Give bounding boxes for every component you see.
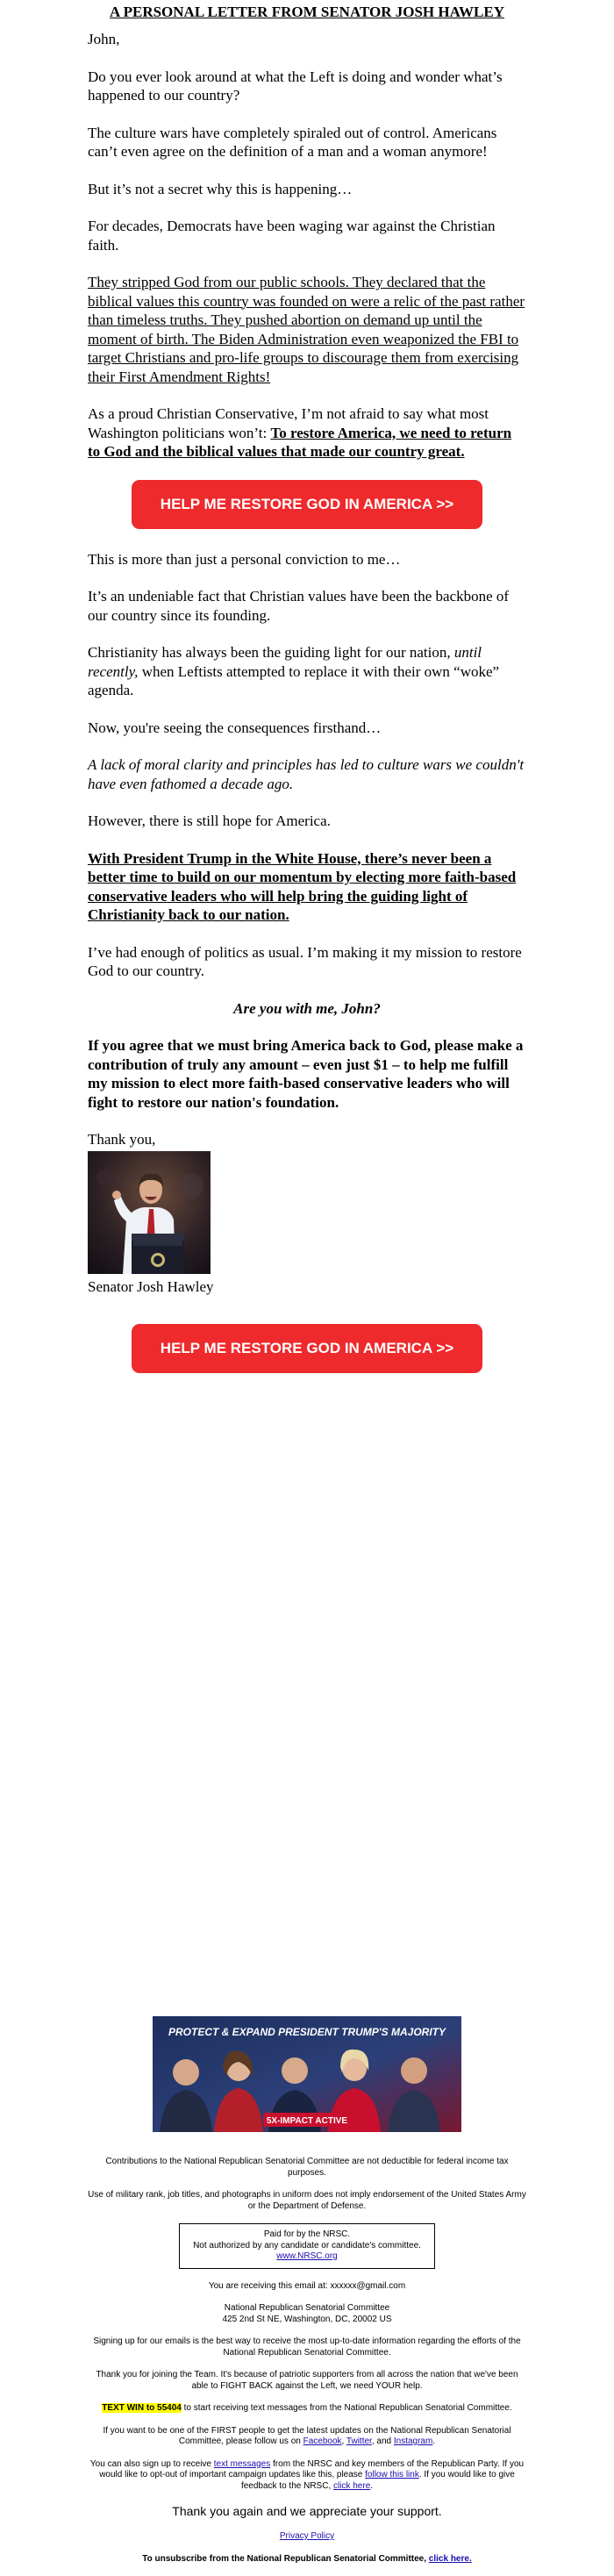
majority-banner[interactable]	[153, 2016, 461, 2132]
paragraph-8: It’s an undeniable fact that Christian values have been the backbone of our country since its founding.	[88, 588, 510, 624]
banner-headline: PROTECT & EXPAND PRESIDENT TRUMP'S MAJORITY	[168, 2026, 446, 2038]
thanks-team: Thank you for joining the Team. It's because of patriotic supporters from all across the nation that we've been able to FIGHT BACK against the Left, we need YOUR help.	[96, 2370, 518, 2391]
paragraph-16-appeal	[88, 1036, 526, 1112]
letter-title: A PERSONAL LETTER FROM SENATOR JOSH HAWLEY	[110, 4, 504, 20]
facebook-link[interactable]: Facebook	[303, 2436, 342, 2446]
follow-this-link[interactable]: follow this link	[365, 2470, 419, 2479]
text-win-line	[88, 2403, 526, 2415]
paid-for-box	[179, 2223, 435, 2269]
paragraph-15-question	[88, 999, 526, 1019]
paragraph-9-em: until recently,	[88, 644, 482, 680]
feedback-click-here-link[interactable]: click here	[333, 2480, 371, 2491]
org-address-block	[88, 2303, 526, 2325]
receiving-email: You are receiving this email at: xxxxxx@gmail.com	[208, 2280, 406, 2291]
paragraph-9	[88, 643, 526, 700]
unsubscribe-line	[88, 2554, 526, 2565]
thanks-again: Thank you again and we appreciate your support.	[172, 2504, 442, 2518]
paragraph-12: However, there is still hope for America.	[88, 812, 331, 829]
greeting: John,	[88, 31, 120, 47]
paragraph-6	[88, 404, 526, 462]
paragraph-1: Do you ever look around at what the Left is doing and wonder what’s happened to our country?	[88, 68, 503, 104]
banner-badge: 5X-IMPACT ACTIVE	[266, 2116, 348, 2126]
text-win-rest: to start receiving text messages from the National Republican Senatorial Committee.	[181, 2403, 512, 2413]
paragraph-14: I’ve had enough of politics as usual. I’m making it my mission to restore God to our country.	[88, 943, 522, 979]
privacy-policy-link[interactable]: Privacy Policy	[279, 2531, 335, 2541]
paragraph-9-b: when Leftists attempted to replace it with their own “woke” agenda.	[88, 662, 500, 698]
unsubscribe-text: To unsubscribe from the National Republican Senatorial Committee,	[142, 2553, 429, 2564]
org-name: National Republican Senatorial Committee	[224, 2303, 390, 2313]
optout-a: You can also sign up to receive	[89, 2458, 214, 2469]
org-address: 425 2nd St NE, Washington, DC, 20002 US	[222, 2314, 392, 2324]
optout-line	[88, 2459, 526, 2493]
paragraph-6-plain: As a proud Christian Conservative, I’m not afraid to say what most Washington politicians won’t:	[88, 405, 489, 441]
signup-info: Signing up for our emails is the best way to receive the most up-to-date information regarding the efforts of the National Republican Senatorial Committee.	[93, 2336, 521, 2358]
unsubscribe-link[interactable]: click here.	[428, 2553, 472, 2564]
paragraph-6-bold: To restore America, we need to return to God and the biblical values that made our country great.	[88, 424, 512, 460]
paid-line-1: Paid for by the NRSC.	[263, 2229, 351, 2239]
social-intro: If you want to be one of the FIRST people to get the latest updates on the National Republican Senatorial Committee, please follow us on	[103, 2425, 511, 2446]
paragraph-3: But it’s not a secret why this is happening…	[88, 180, 353, 197]
optout-d: .	[370, 2480, 374, 2491]
signature: Senator Josh Hawley	[88, 1277, 214, 1295]
social-sep-1: ,	[341, 2436, 346, 2446]
social-line	[88, 2426, 526, 2448]
twitter-link[interactable]: Twitter	[346, 2436, 372, 2446]
paid-line-2: Not authorized by any candidate or candidate's committee.	[193, 2240, 421, 2250]
appeal-text: If you agree that we must bring America back to God, please make a contribution of truly any amount – even just $1 – to help me fulfill my mission to elect more faith-based conservative leaders who will fight to restore our nation's foundation.	[88, 1037, 524, 1111]
closing: Thank you,	[88, 1131, 156, 1148]
tax-disclaimer: Contributions to the National Republican Senatorial Committee are not deductible for federal income tax purposes.	[105, 2157, 509, 2178]
restore-god-button-top[interactable]: HELP ME RESTORE GOD IN AMERICA >>	[132, 480, 482, 529]
question-text: Are you with me, John?	[233, 999, 381, 1017]
paragraph-4: For decades, Democrats have been waging war against the Christian faith.	[88, 218, 496, 254]
paragraph-2: The culture wars have completely spiraled out of control. Americans can’t even agree on the definition of a man and a woman anymore!	[88, 124, 497, 160]
text-win-highlight: TEXT WIN to 55404	[102, 2403, 182, 2413]
social-sep-2: , and	[371, 2436, 394, 2446]
instagram-link[interactable]: Instagram	[393, 2436, 433, 2446]
paragraph-10: Now, you're seeing the consequences firsthand…	[88, 719, 382, 736]
paragraph-9-a: Christianity has always been the guiding light for our nation,	[88, 644, 454, 661]
optout-c: . If you would like to give feedback to the NRSC,	[240, 2470, 515, 2491]
cta-wrap-1	[88, 480, 526, 529]
restore-god-button-bottom[interactable]: HELP ME RESTORE GOD IN AMERICA >>	[132, 1324, 482, 1373]
senator-photo	[88, 1151, 211, 1274]
cta-wrap-2	[88, 1324, 526, 1373]
text-messages-link[interactable]: text messages	[213, 2458, 271, 2469]
paragraph-11-italic	[88, 755, 526, 793]
letter-body	[88, 0, 526, 1394]
optout-b: from the NRSC and key members of the Republican Party. If you would like to opt-out of important campaign updates like this, please	[99, 2458, 525, 2479]
military-disclaimer: Use of military rank, job titles, and photographs in uniform does not imply endorsement of the United States Army or the Department of Defense.	[88, 2190, 526, 2211]
nrsc-link[interactable]: www.NRSC.org	[276, 2251, 338, 2261]
social-end: .	[432, 2436, 436, 2446]
footer	[88, 2016, 526, 2576]
paragraph-11-text: A lack of moral clarity and principles has led to culture wars we couldn't have even fathomed a decade ago.	[88, 756, 525, 792]
paragraph-5-underlined: They stripped God from our public schools. They declared that the biblical values this country was founded on were a relic of the past rather than timeless truths. They pushed abortion on demand up until the moment of birth. The Biden Administration even weaponized the FBI to target Christians and pro-life groups to discourage them from exercising their First Amendment Rights!	[88, 274, 525, 385]
paragraph-7: This is more than just a personal conviction to me…	[88, 550, 401, 568]
paragraph-13-bold: With President Trump in the White House, there’s never been a better time to build on our momentum by electing more faith-based conservative leaders who will help bring the guiding light of Christianity back to our nation.	[88, 849, 517, 923]
